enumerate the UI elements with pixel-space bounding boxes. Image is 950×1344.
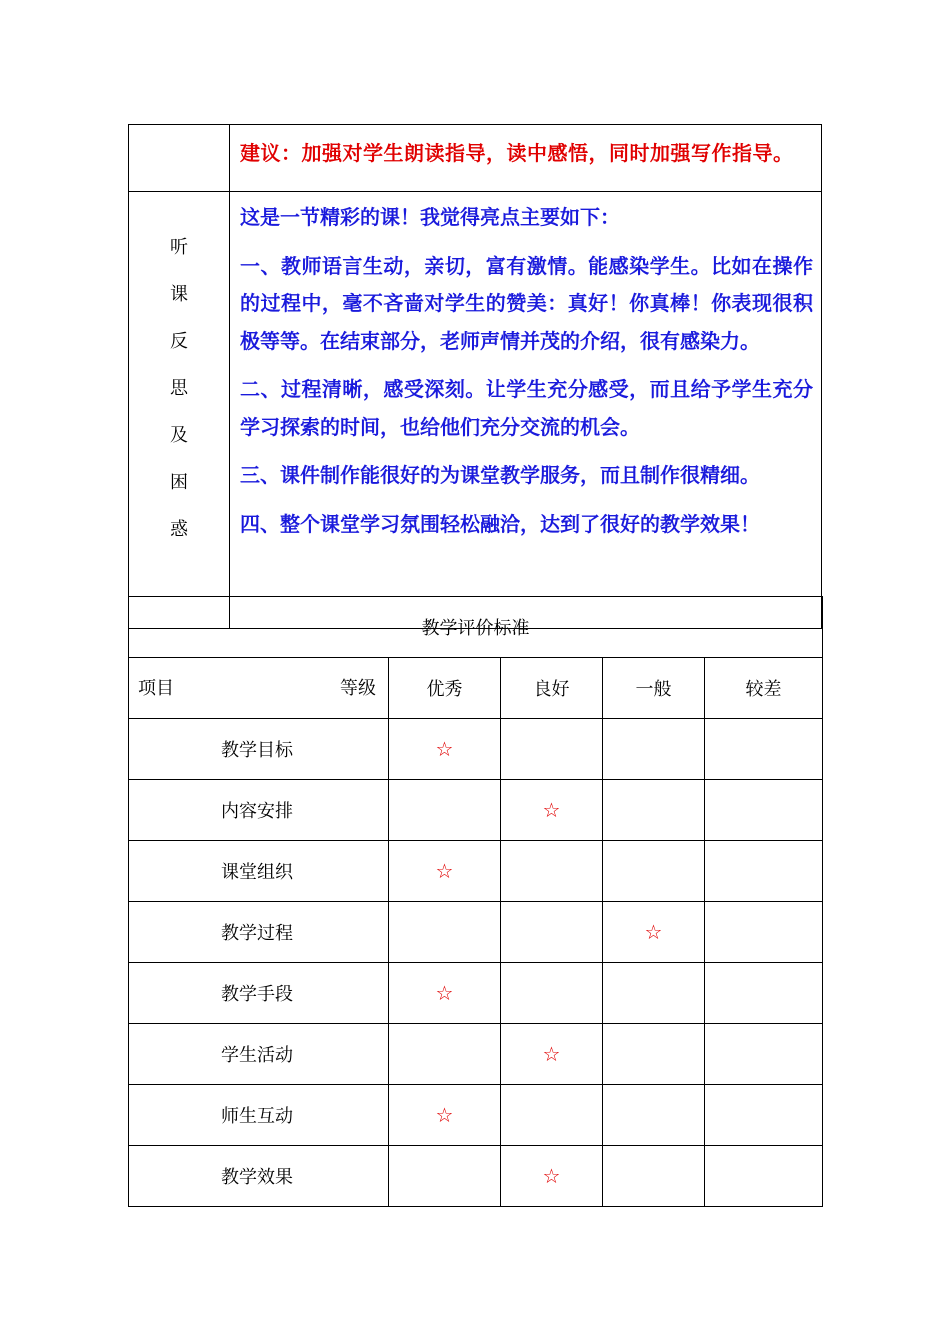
suggestion-text: 建议：加强对学生朗读指导，读中感悟，同时加强写作指导。 [240,141,794,165]
grade-cell [603,780,705,841]
grade-cell [603,1146,705,1207]
evaluation-header-row [129,658,823,719]
item-name: 教学过程 [129,902,389,963]
level-header: 等级 [340,678,376,699]
grade-cell [603,719,705,780]
grade-cell [705,780,823,841]
table-row [129,963,823,1024]
grade-header: 优秀 [389,658,501,719]
section-label [129,192,230,629]
section-label-char: 课 [170,284,188,305]
grade-cell [389,780,501,841]
evaluation-title: 教学评价标准 [129,597,823,658]
grade-cell [501,1085,603,1146]
grade-cell [501,1146,603,1207]
evaluation-rows [129,719,823,1207]
table-row [129,780,823,841]
grade-cell [705,1146,823,1207]
reflection-paragraph: 二、过程清晰，感受深刻。让学生充分感受，而且给予学生充分学习探索的时间，也给他们充分交流的机会。 [240,377,813,439]
grade-cell [501,841,603,902]
grade-cell [603,1024,705,1085]
grade-cell [389,841,501,902]
section-label-char: 及 [170,425,188,446]
grade-cell [389,1085,501,1146]
reflection-cell [230,192,822,629]
star-icon: ☆ [435,1103,454,1127]
item-name: 内容安排 [129,780,389,841]
evaluation-table [128,596,823,1207]
grade-cell [603,963,705,1024]
star-icon: ☆ [435,737,454,761]
item-header: 项目 [138,678,174,699]
reflection-paragraph: 四、整个课堂学习氛围轻松融洽，达到了很好的教学效果！ [240,511,760,536]
grade-cell [501,780,603,841]
grade-cell [603,841,705,902]
star-icon: ☆ [542,1164,561,1188]
star-icon: ☆ [542,1042,561,1066]
item-level-header [129,658,389,719]
item-name: 教学目标 [129,719,389,780]
section-label-char: 惑 [170,519,188,540]
grade-cell [389,1146,501,1207]
grade-header: 一般 [603,658,705,719]
grade-cell [705,1085,823,1146]
star-icon: ☆ [435,859,454,883]
section-label-char: 听 [170,237,188,258]
grade-cell [501,1024,603,1085]
grade-cell [705,1024,823,1085]
grade-cell [389,963,501,1024]
reflection-paragraph: 这是一节精彩的课！我觉得亮点主要如下： [240,205,620,229]
grade-cell [501,963,603,1024]
grade-cell [705,902,823,963]
reflection-paragraph: 一、教师语言生动，亲切，富有激情。能感染学生。比如在操作的过程中，毫不吝啬对学生的赞美：真好！你真棒！你表现很积极等等。在结束部分，老师声情并茂的介绍，很有感染力。 [240,253,813,353]
reflection-table [128,124,822,629]
section-label-char: 反 [170,331,188,352]
table-row [129,902,823,963]
item-name: 教学手段 [129,963,389,1024]
item-name: 教学效果 [129,1146,389,1207]
section-label-char: 困 [170,472,188,493]
empty-label-cell [129,125,230,192]
grade-cell [501,719,603,780]
table-row [129,1146,823,1207]
grade-cell [501,902,603,963]
suggestion-cell [230,125,822,192]
grade-cell [705,719,823,780]
item-name: 课堂组织 [129,841,389,902]
reflection-paragraph: 三、课件制作能很好的为课堂教学服务，而且制作很精细。 [240,463,760,487]
grade-cell [603,1085,705,1146]
table-row [129,1085,823,1146]
star-icon: ☆ [542,798,561,822]
star-icon: ☆ [644,920,663,944]
reflection-text [230,192,821,543]
table-row [129,1024,823,1085]
grade-header: 较差 [705,658,823,719]
grade-cell [705,963,823,1024]
grade-cell [389,902,501,963]
item-name: 师生互动 [129,1085,389,1146]
grade-header: 良好 [501,658,603,719]
table-row [129,841,823,902]
table-row [129,719,823,780]
star-icon: ☆ [435,981,454,1005]
grade-cell [389,1024,501,1085]
grade-cell [389,719,501,780]
item-name: 学生活动 [129,1024,389,1085]
grade-cell [603,902,705,963]
section-label-char: 思 [170,378,188,399]
grade-cell [705,841,823,902]
